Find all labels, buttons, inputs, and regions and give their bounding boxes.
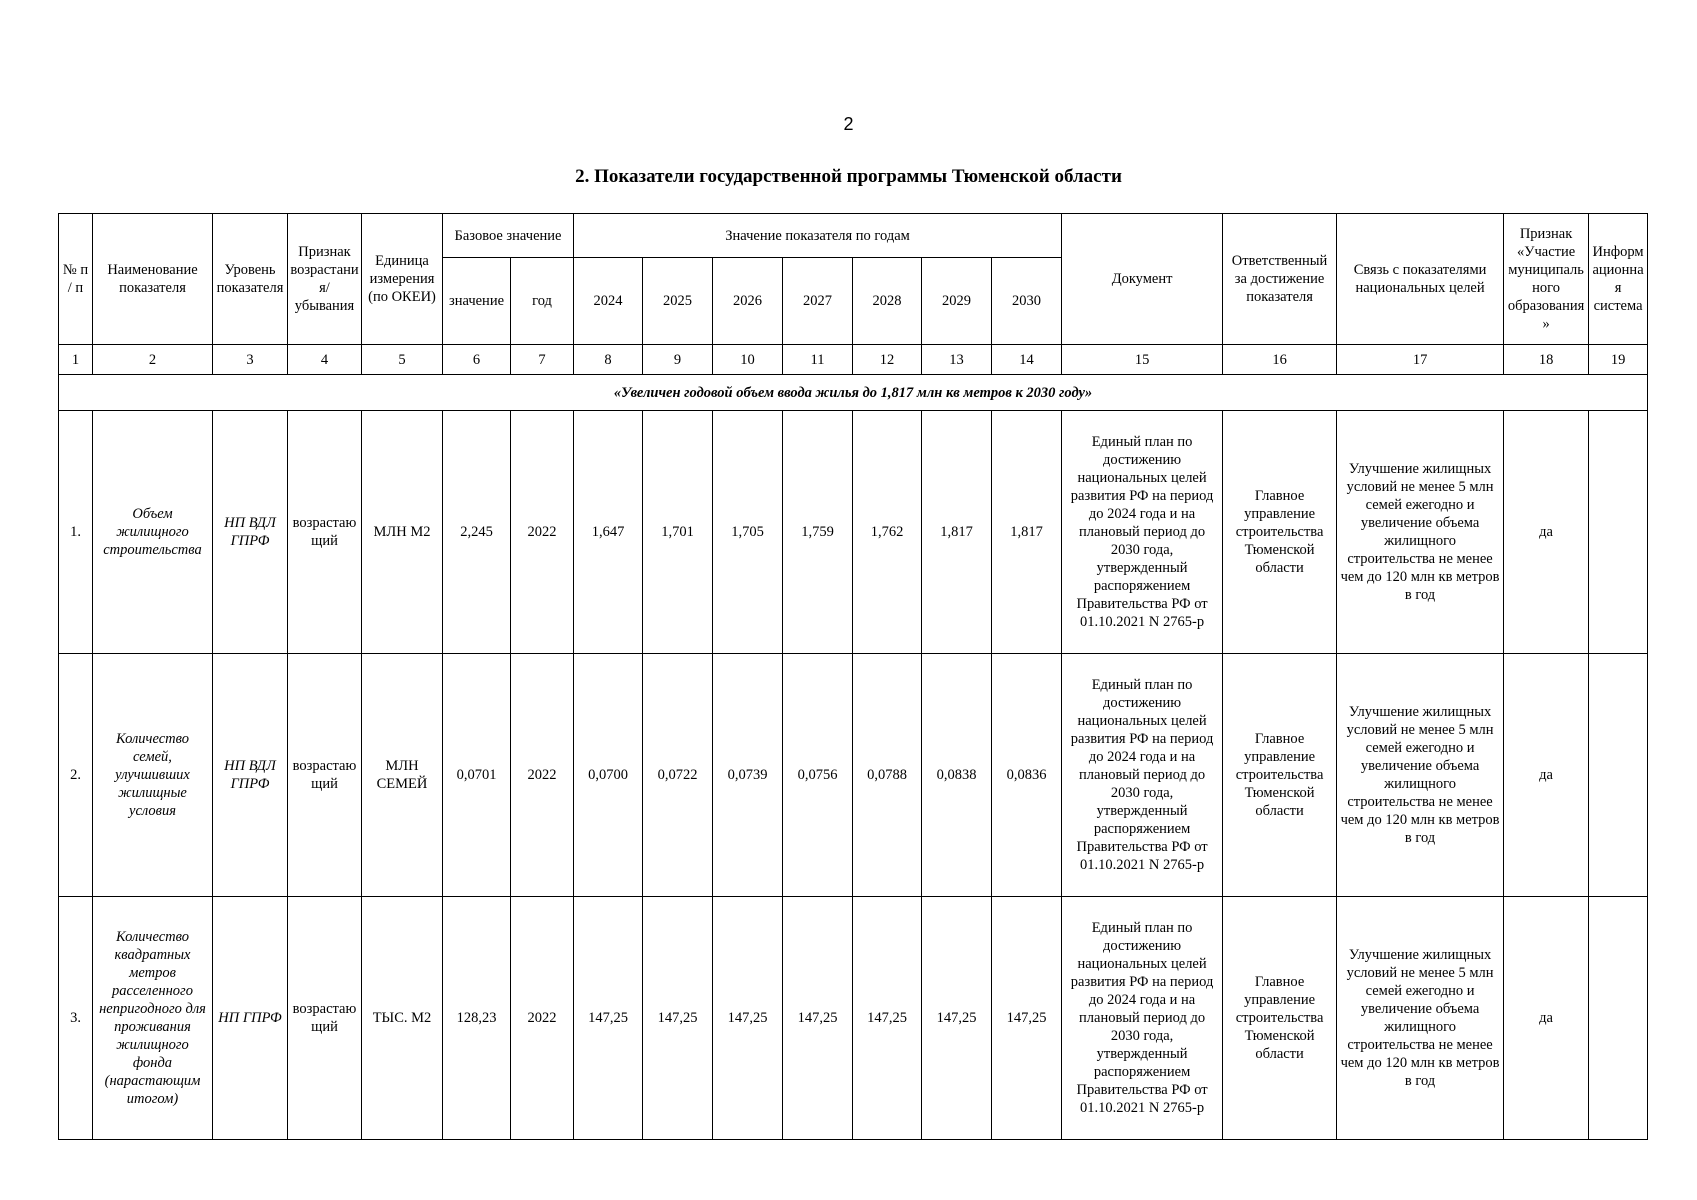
year-value: 0,0836 (992, 654, 1062, 897)
base-value: 128,23 (443, 897, 511, 1140)
column-number: 16 (1223, 345, 1337, 375)
document-text: Единый план по достижению национальных целей развития РФ на период до 2024 года и на плановый период до 2030 года, утвержденный распоряжением Правительства РФ от 01.10.2021 N 2765-р (1062, 897, 1223, 1140)
row-num: 2. (59, 654, 93, 897)
header-trend: Признак возрастания/ убывания (288, 214, 362, 345)
column-number: 13 (922, 345, 992, 375)
header-by-years: Значение показателя по годам (574, 214, 1062, 258)
table-row (59, 654, 1648, 897)
base-year: 2022 (511, 411, 574, 654)
column-number: 7 (511, 345, 574, 375)
header-base-year: год (511, 258, 574, 345)
column-number: 15 (1062, 345, 1223, 375)
column-number: 12 (853, 345, 922, 375)
column-number: 4 (288, 345, 362, 375)
indicator-unit: МЛН М2 (362, 411, 443, 654)
indicator-name: Количество семей, улучшивших жилищные условия (93, 654, 213, 897)
column-number: 14 (992, 345, 1062, 375)
document-text: Единый план по достижению национальных целей развития РФ на период до 2024 года и на плановый период до 2030 года, утвержденный распоряжением Правительства РФ от 01.10.2021 N 2765-р (1062, 654, 1223, 897)
municipal-flag: да (1504, 411, 1589, 654)
year-value: 1,705 (713, 411, 783, 654)
header-year: 2027 (783, 258, 853, 345)
year-value: 1,759 (783, 411, 853, 654)
header-base: Базовое значение (443, 214, 574, 258)
year-value: 0,0739 (713, 654, 783, 897)
header-year: 2024 (574, 258, 643, 345)
header-link: Связь с показателями национальных целей (1337, 214, 1504, 345)
column-number: 17 (1337, 345, 1504, 375)
responsible-text: Главное управление строительства Тюменской области (1223, 897, 1337, 1140)
year-value: 0,0722 (643, 654, 713, 897)
header-year: 2026 (713, 258, 783, 345)
year-value: 0,0788 (853, 654, 922, 897)
indicator-level: НП ВДЛ ГПРФ (213, 654, 288, 897)
year-value: 147,25 (713, 897, 783, 1140)
link-text: Улучшение жилищных условий не менее 5 млн семей ежегодно и увеличение объема жилищного строительства не менее чем до 120 млн кв метров в год (1337, 411, 1504, 654)
column-number: 9 (643, 345, 713, 375)
year-value: 147,25 (783, 897, 853, 1140)
header-info: Информационная система (1589, 214, 1648, 345)
row-num: 3. (59, 897, 93, 1140)
indicator-trend: возрастающий (288, 897, 362, 1140)
header-year: 2025 (643, 258, 713, 345)
base-year: 2022 (511, 897, 574, 1140)
column-number: 19 (1589, 345, 1648, 375)
header-year: 2030 (992, 258, 1062, 345)
column-number: 18 (1504, 345, 1589, 375)
municipal-flag: да (1504, 654, 1589, 897)
header-year: 2029 (922, 258, 992, 345)
year-value: 1,701 (643, 411, 713, 654)
indicators-table (58, 213, 1648, 1140)
header-level: Уровень показателя (213, 214, 288, 345)
info-system (1589, 654, 1648, 897)
column-number: 6 (443, 345, 511, 375)
header-unit: Единица измерения (по ОКЕИ) (362, 214, 443, 345)
base-value: 2,245 (443, 411, 511, 654)
indicator-trend: возрастающий (288, 411, 362, 654)
year-value: 0,0756 (783, 654, 853, 897)
year-value: 1,817 (922, 411, 992, 654)
document-text: Единый план по достижению национальных целей развития РФ на период до 2024 года и на плановый период до 2030 года, утвержденный распоряжением Правительства РФ от 01.10.2021 N 2765-р (1062, 411, 1223, 654)
column-number: 2 (93, 345, 213, 375)
indicator-name: Объем жилищного строительства (93, 411, 213, 654)
base-value: 0,0701 (443, 654, 511, 897)
column-number: 3 (213, 345, 288, 375)
goal-row (59, 375, 1648, 411)
year-value: 147,25 (992, 897, 1062, 1140)
municipal-flag: да (1504, 897, 1589, 1140)
year-value: 0,0838 (922, 654, 992, 897)
header-responsible: Ответственный за достижение показателя (1223, 214, 1337, 345)
link-text: Улучшение жилищных условий не менее 5 млн семей ежегодно и увеличение объема жилищного строительства не менее чем до 120 млн кв метров в год (1337, 897, 1504, 1140)
column-number: 11 (783, 345, 853, 375)
header-municipal: Признак «Участие муниципального образования» (1504, 214, 1589, 345)
table-row (59, 897, 1648, 1140)
year-value: 1,762 (853, 411, 922, 654)
info-system (1589, 411, 1648, 654)
year-value: 147,25 (643, 897, 713, 1140)
info-system (1589, 897, 1648, 1140)
indicator-unit: ТЫС. М2 (362, 897, 443, 1140)
year-value: 147,25 (574, 897, 643, 1140)
indicator-level: НП ГПРФ (213, 897, 288, 1140)
column-number: 5 (362, 345, 443, 375)
link-text: Улучшение жилищных условий не менее 5 млн семей ежегодно и увеличение объема жилищного строительства не менее чем до 120 млн кв метров в год (1337, 654, 1504, 897)
header-year: 2028 (853, 258, 922, 345)
page-title: 2. Показатели государственной программы Тюменской области (575, 166, 1122, 187)
table-row (59, 411, 1648, 654)
column-number: 8 (574, 345, 643, 375)
goal-text: «Увеличен годовой объем ввода жилья до 1,817 млн кв метров к 2030 году» (59, 375, 1648, 411)
responsible-text: Главное управление строительства Тюменской области (1223, 654, 1337, 897)
indicator-trend: возрастающий (288, 654, 362, 897)
header-num: № п / п (59, 214, 93, 345)
page-number: 2 (843, 114, 854, 134)
column-number: 1 (59, 345, 93, 375)
indicator-level: НП ВДЛ ГПРФ (213, 411, 288, 654)
header-row (59, 214, 1648, 258)
year-value: 147,25 (853, 897, 922, 1140)
row-num: 1. (59, 411, 93, 654)
column-number: 10 (713, 345, 783, 375)
indicator-name: Количество квадратных метров расселенного непригодного для проживания жилищного фонда (нарастающим итогом) (93, 897, 213, 1140)
header-document: Документ (1062, 214, 1223, 345)
column-numbers-row (59, 345, 1648, 375)
header-name: Наименование показателя (93, 214, 213, 345)
header-base-value: значение (443, 258, 511, 345)
indicator-unit: МЛН СЕМЕЙ (362, 654, 443, 897)
responsible-text: Главное управление строительства Тюменской области (1223, 411, 1337, 654)
year-value: 147,25 (922, 897, 992, 1140)
year-value: 0,0700 (574, 654, 643, 897)
base-year: 2022 (511, 654, 574, 897)
year-value: 1,647 (574, 411, 643, 654)
year-value: 1,817 (992, 411, 1062, 654)
